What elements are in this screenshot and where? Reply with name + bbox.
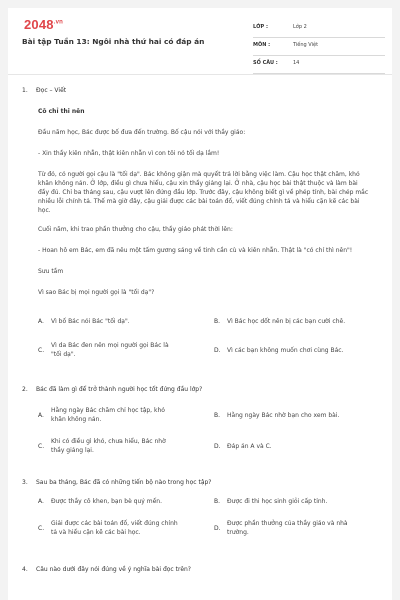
section-reading xyxy=(22,86,392,95)
page-title: Bài tập Tuần 13: Ngôi nhà thứ hai có đáp án xyxy=(22,37,205,46)
option-text: Vì các bạn không muốn chơi cùng Bác. xyxy=(227,347,344,354)
options-q3 xyxy=(38,497,383,547)
question-number: 2. xyxy=(22,386,28,393)
option-letter: C. xyxy=(38,347,45,354)
paragraph: Đầu năm học, Bác được bố đưa đến trường. Bố cậu nói với thầy giáo: xyxy=(38,129,246,136)
option-text: Giải được các bài toán đố, viết đúng chính tả và hiểu cặn kẽ các bài học. xyxy=(51,520,178,536)
info-label: SỐ CÂU : xyxy=(253,60,278,66)
section-title: Đọc – Viết xyxy=(36,87,67,94)
question-text: Bác đã làm gì để trở thành người học tốt đứng đầu lớp? xyxy=(36,386,203,393)
worksheet xyxy=(8,8,392,600)
question-number: 3. xyxy=(22,479,28,486)
option-letter: A. xyxy=(38,412,44,419)
question-prompt: Vì sao Bác bị mọi người gọi là "tối dạ"? xyxy=(38,289,155,296)
option-text: Vì Bác học dốt nên bị các bạn cười chê. xyxy=(227,318,346,325)
story-title: Cô chỉ thi nên xyxy=(38,108,85,115)
header xyxy=(8,8,392,73)
option-text: Khi có điều gì khó, chưa hiểu, Bác nhờ thầy giảng lại. xyxy=(51,438,166,454)
option-letter: B. xyxy=(214,318,221,325)
options-q1 xyxy=(38,317,383,369)
options-q2 xyxy=(38,406,383,462)
option-text: Được thầy cô khen, bạn bè quý mến. xyxy=(51,498,162,505)
option-letter: C. xyxy=(38,443,45,450)
option-text: Vì bố Bác nói Bác "tối dạ". xyxy=(51,318,130,325)
section-number: 1. xyxy=(22,87,28,94)
question-text: Câu nào dưới đây nói đúng về ý nghĩa bài đọc trên? xyxy=(36,566,191,573)
info-value: 14 xyxy=(293,60,300,66)
info-value: Tiếng Việt xyxy=(293,42,319,48)
option-letter: A. xyxy=(38,318,44,325)
option-letter: B. xyxy=(214,412,221,419)
paragraph: Từ đó, có người gọi cậu là "tối dạ". Bác không giận mà quyết trả lời bằng việc làm. Cậu học thật chăm, khó khăn không nản. Ở lớp, điều gì chưa hiểu, cậu xin thầy giảng lại. Ở nhà, cậu học bài thật thuộc và làm bài đầy đủ. Chỉ ba tháng sau, cậu vượt lên đứng đầu lớp. Trước đây, cậu không biết gì về phép tính, bài chép mắc nhiều lỗi chính tả. Thế mà giờ đây, cậu giải được các bài toán đố, viết đúng chính tả và hiểu cặn kẽ các bài học. xyxy=(38,171,369,214)
content xyxy=(8,86,392,574)
question-text: Sau ba tháng, Bác đã có những tiến bộ nào trong học tập? xyxy=(36,479,212,486)
site-logo[interactable] xyxy=(24,17,63,32)
question-2 xyxy=(22,385,392,394)
logo-suffix: .vn xyxy=(53,19,64,26)
option-text: Hằng ngày Bác nhờ bạn cho xem bài. xyxy=(227,412,340,419)
info-row-count xyxy=(253,56,385,74)
option-text: Được phần thưởng của thầy giáo và nhà trường. xyxy=(227,520,348,536)
info-table xyxy=(253,20,385,74)
info-label: MÔN : xyxy=(253,42,271,48)
info-value: Lớp 2 xyxy=(293,24,307,30)
option-text: Hằng ngày Bác chăm chỉ học tập, khó khăn không nản. xyxy=(51,407,165,423)
option-text: Được đi thi học sinh giỏi cấp tỉnh. xyxy=(227,498,328,505)
logo-text: 2048 xyxy=(24,17,54,32)
option-letter: D. xyxy=(214,347,221,354)
option-text: Vì da Bác đen nên mọi người gọi Bác là "tối dạ". xyxy=(51,342,169,358)
info-row-subject xyxy=(253,38,385,56)
paragraph: Cuối năm, khi trao phần thưởng cho cậu, thầy giáo phát thời lên: xyxy=(38,226,233,233)
header-divider xyxy=(8,74,392,75)
paragraph: - Xin thầy kiên nhẫn, thật kiên nhẫn vì con tôi nó tối dạ lắm! xyxy=(38,150,220,157)
option-letter: D. xyxy=(214,443,221,450)
info-row-class xyxy=(253,20,385,38)
question-3 xyxy=(22,478,392,487)
source-credit: Sưu tầm xyxy=(38,268,64,275)
option-letter: A. xyxy=(38,498,44,505)
paragraph: - Hoan hô em Bác, em đã nêu một tấm gương sáng về tinh cần cù và kiên nhẫn. Thật là "có chí thì nên"! xyxy=(38,247,353,254)
question-4 xyxy=(22,565,392,574)
info-label: LỚP : xyxy=(253,24,268,30)
option-letter: B. xyxy=(214,498,221,505)
question-number: 4. xyxy=(22,566,28,573)
option-letter: C. xyxy=(38,525,45,532)
option-text: Đáp án A và C. xyxy=(227,443,272,450)
option-letter: D. xyxy=(214,525,221,532)
